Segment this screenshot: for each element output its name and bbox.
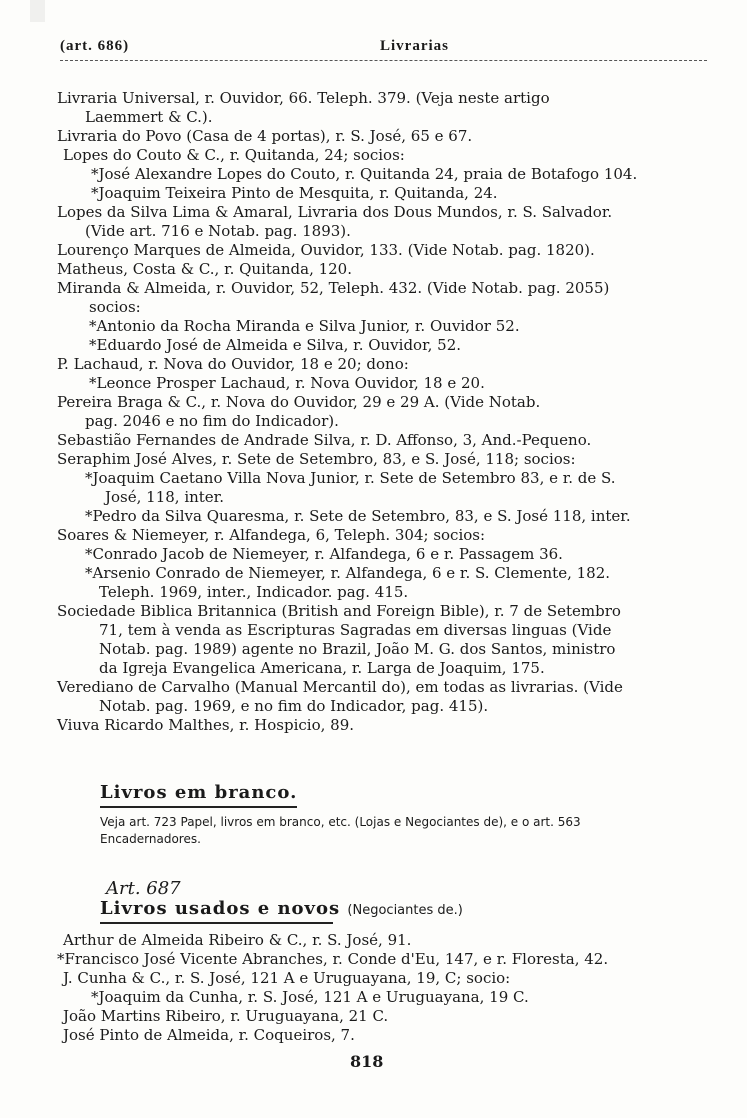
entry-line: Sociedade Biblica Britannica (British and Foreign Bible), r. 7 de Setembro	[57, 602, 621, 620]
entry-line: Viuva Ricardo Malthes, r. Hospicio, 89.	[57, 716, 355, 734]
entry-line: Lourenço Marques de Almeida, Ouvidor, 133. (Vide Notab. pag. 1820).	[57, 241, 595, 259]
entry-line: *Pedro da Silva Quaresma, r. Sete de Setembro, 83, e S. José 118, inter.	[85, 507, 631, 525]
entry-line: Notab. pag. 1989) agente no Brazil, João M. G. dos Santos, ministro	[99, 640, 616, 658]
entry-line: socios:	[89, 298, 141, 316]
article-label: Art. 687	[106, 878, 181, 899]
entry-line: Livraria Universal, r. Ouvidor, 66. Teleph. 379. (Veja neste artigo	[57, 89, 550, 107]
header-article-ref: (art. 686)	[60, 38, 130, 54]
entry-line: Laemmert & C.).	[85, 108, 213, 126]
entry-line: (Vide art. 716 e Notab. pag. 1893).	[85, 222, 351, 240]
entry-line: José Pinto de Almeida, r. Coqueiros, 7.	[63, 1026, 355, 1044]
entry-line: *Joaquim da Cunha, r. S. José, 121 A e Uruguayana, 19 C.	[91, 988, 529, 1006]
scan-noise	[0, 0, 747, 22]
header-title: Livrarias	[380, 38, 449, 54]
entry-line: Verediano de Carvalho (Manual Mercantil do), em todas as livrarias. (Vide	[57, 678, 623, 696]
entry-line: João Martins Ribeiro, r. Uruguayana, 21 C.	[63, 1007, 389, 1025]
entry-line: José, 118, inter.	[105, 488, 224, 506]
entry-line: Arthur de Almeida Ribeiro & C., r. S. José, 91.	[63, 931, 412, 949]
entry-line: Seraphim José Alves, r. Sete de Setembro, 83, e S. José, 118; socios:	[57, 450, 576, 468]
section-underline	[100, 806, 297, 808]
entry-line: *Eduardo José de Almeida e Silva, r. Ouvidor, 52.	[89, 336, 462, 354]
section-underline	[100, 922, 333, 924]
entry-line: Pereira Braga & C., r. Nova do Ouvidor, 29 e 29 A. (Vide Notab.	[57, 393, 541, 411]
entry-line: *Arsenio Conrado de Niemeyer, r. Alfandega, 6 e r. S. Clemente, 182.	[85, 564, 611, 582]
section-title-text: Livros usados e novos	[100, 898, 341, 919]
entry-line: *Joaquim Caetano Villa Nova Junior, r. Sete de Setembro 83, e r. de S.	[85, 469, 616, 487]
entry-line: Miranda & Almeida, r. Ouvidor, 52, Teleph. 432. (Vide Notab. pag. 2055)	[57, 279, 610, 297]
section-note: Encadernadores.	[100, 832, 201, 846]
section-title-text: Livros em branco.	[100, 782, 298, 803]
entry-line: J. Cunha & C., r. S. José, 121 A e Uruguayana, 19, C; socio:	[63, 969, 511, 987]
section-title-suffix: (Negociantes de.)	[347, 903, 463, 918]
entry-line: 71, tem à venda as Escripturas Sagradas em diversas linguas (Vide	[99, 621, 612, 639]
entry-line: P. Lachaud, r. Nova do Ouvidor, 18 e 20; dono:	[57, 355, 409, 373]
entry-line: *Conrado Jacob de Niemeyer, r. Alfandega, 6 e r. Passagem 36.	[85, 545, 563, 563]
entry-line: Teleph. 1969, inter., Indicador. pag. 415.	[99, 583, 409, 601]
entry-line: *Leonce Prosper Lachaud, r. Nova Ouvidor, 18 e 20.	[89, 374, 485, 392]
entry-line: *Antonio da Rocha Miranda e Silva Junior, r. Ouvidor 52.	[89, 317, 520, 335]
page-number: 818	[350, 1052, 384, 1071]
section-title-blank	[100, 782, 297, 803]
entry-line: Livraria do Povo (Casa de 4 portas), r. S. José, 65 e 67.	[57, 127, 473, 145]
section-title-used	[100, 898, 463, 919]
entry-line: *Francisco José Vicente Abranches, r. Conde d'Eu, 147, e r. Floresta, 42.	[57, 950, 609, 968]
entry-line: Notab. pag. 1969, e no fim do Indicador, pag. 415).	[99, 697, 489, 715]
entry-line: Soares & Niemeyer, r. Alfandega, 6, Teleph. 304; socios:	[57, 526, 486, 544]
section-note: Veja art. 723 Papel, livros em branco, etc. (Lojas e Negociantes de), e o art. 563	[100, 815, 581, 829]
header-rule	[60, 60, 707, 61]
entry-line: Lopes da Silva Lima & Amaral, Livraria dos Dous Mundos, r. S. Salvador.	[57, 203, 613, 221]
entry-line: pag. 2046 e no fim do Indicador).	[85, 412, 339, 430]
entry-line: Matheus, Costa & C., r. Quitanda, 120.	[57, 260, 352, 278]
entry-line: da Igreja Evangelica Americana, r. Larga de Joaquim, 175.	[99, 659, 545, 677]
entry-line: Lopes do Couto & C., r. Quitanda, 24; socios:	[63, 146, 405, 164]
entry-line: *Joaquim Teixeira Pinto de Mesquita, r. Quitanda, 24.	[91, 184, 498, 202]
entry-line: Sebastião Fernandes de Andrade Silva, r. D. Affonso, 3, And.-Pequeno.	[57, 431, 592, 449]
entry-line: *José Alexandre Lopes do Couto, r. Quitanda 24, praia de Botafogo 104.	[91, 165, 638, 183]
